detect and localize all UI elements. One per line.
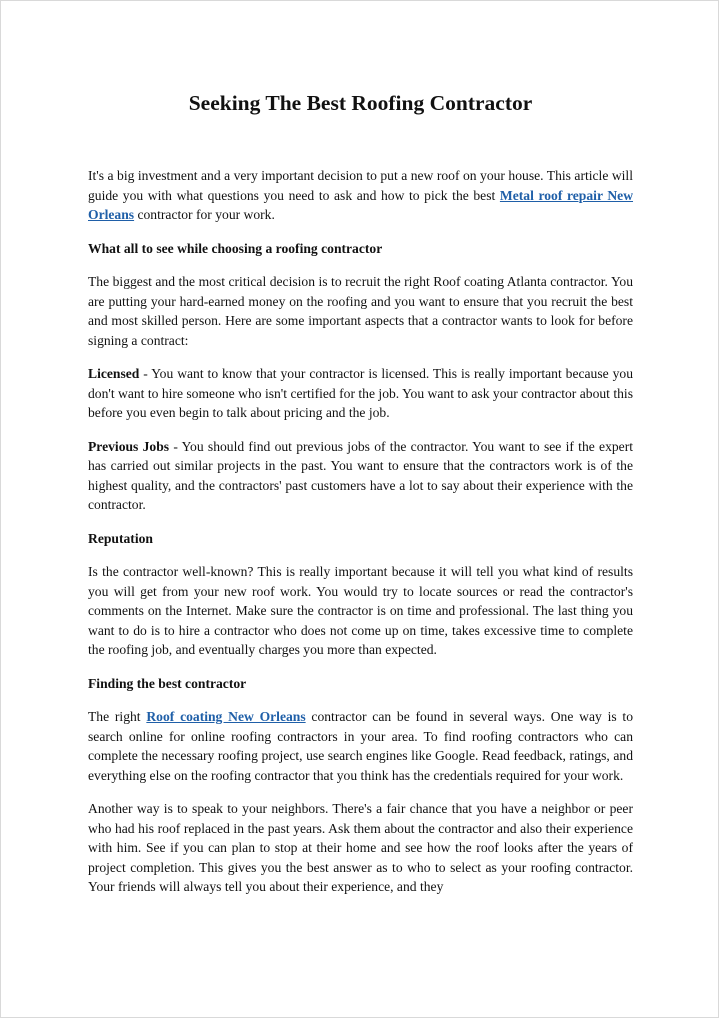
roof-coating-new-orleans-link[interactable]: Roof coating New Orleans <box>146 709 306 724</box>
document-body <box>88 85 633 911</box>
paragraph-licensed <box>88 364 633 423</box>
heading-choosing: What all to see while choosing a roofing contractor <box>88 240 383 256</box>
heading-finding: Finding the best contractor <box>88 675 247 691</box>
intro-text-after: contractor for your work. <box>134 207 275 222</box>
page-title: Seeking The Best Roofing Contractor <box>188 91 533 115</box>
intro-paragraph <box>88 166 633 225</box>
intro-text-before: It's a big investment and a very important decision to put a new roof on your house. This article will guide you with what questions you need to ask and how to pick the best <box>88 168 633 203</box>
licensed-text: - You want to know that your contractor is licensed. This is really important because you don't want to hire someone who isn't certified for the job. You want to ask your contractor about this before you even begin to talk about pricing and the job. <box>88 366 633 420</box>
heading-reputation: Reputation <box>88 530 153 546</box>
paragraph-biggest-decision: The biggest and the most critical decision is to recruit the right Roof coating Atlanta contractor. You are putting your hard-earned money on the roofing and you want to ensure that you recruit the best and most skilled person. Here are some important aspects that a contractor wants to look for before signing a contract: <box>88 274 633 348</box>
paragraph-previous-jobs <box>88 437 633 515</box>
metal-roof-repair-link[interactable]: Metal roof repair New Orleans <box>88 187 634 222</box>
paragraph-reputation: Is the contractor well-known? This is really important because it will tell you what kind of results you will get from your new roof work. You would try to locate sources or read the contractor's comments on the Internet. Make sure the contractor is on time and professional. The last thing you want to do is to hire a contractor who does not come up on time, takes excessive time to complete the roofing job, and eventually charges you more than expected. <box>88 564 633 657</box>
finding-text-before: The right <box>88 709 147 724</box>
paragraph-finding <box>88 707 633 785</box>
finding-text-after: contractor can be found in several ways. One way is to search online for online roofing contractors in your area. To find roofing contractors who can complete the necessary roofing project, use search engines like Google. Read feedback, ratings, and everything else on the roofing contractor that you think has the credentials required for your work. <box>88 709 633 783</box>
term-licensed: Licensed <box>88 366 140 381</box>
paragraph-neighbors: Another way is to speak to your neighbors. There's a fair chance that you have a neighbor or peer who had his roof replaced in the past years. Ask them about the contractor and also their experience with him. See if you can plan to stop at their home and see how the roof looks after the years of project completion. This gives you the best answer as to who to select as your roofing contractor. Your friends will always tell you about their experience, and they <box>88 801 633 894</box>
previous-jobs-text: - You should find out previous jobs of the contractor. You want to see if the expert has carried out similar projects in the past. You want to ensure that the contractors work is of the highest quality, and the contractors' past customers have a lot to say about their experience with the contractor. <box>88 438 633 512</box>
term-previous-jobs: Previous Jobs <box>88 438 170 454</box>
